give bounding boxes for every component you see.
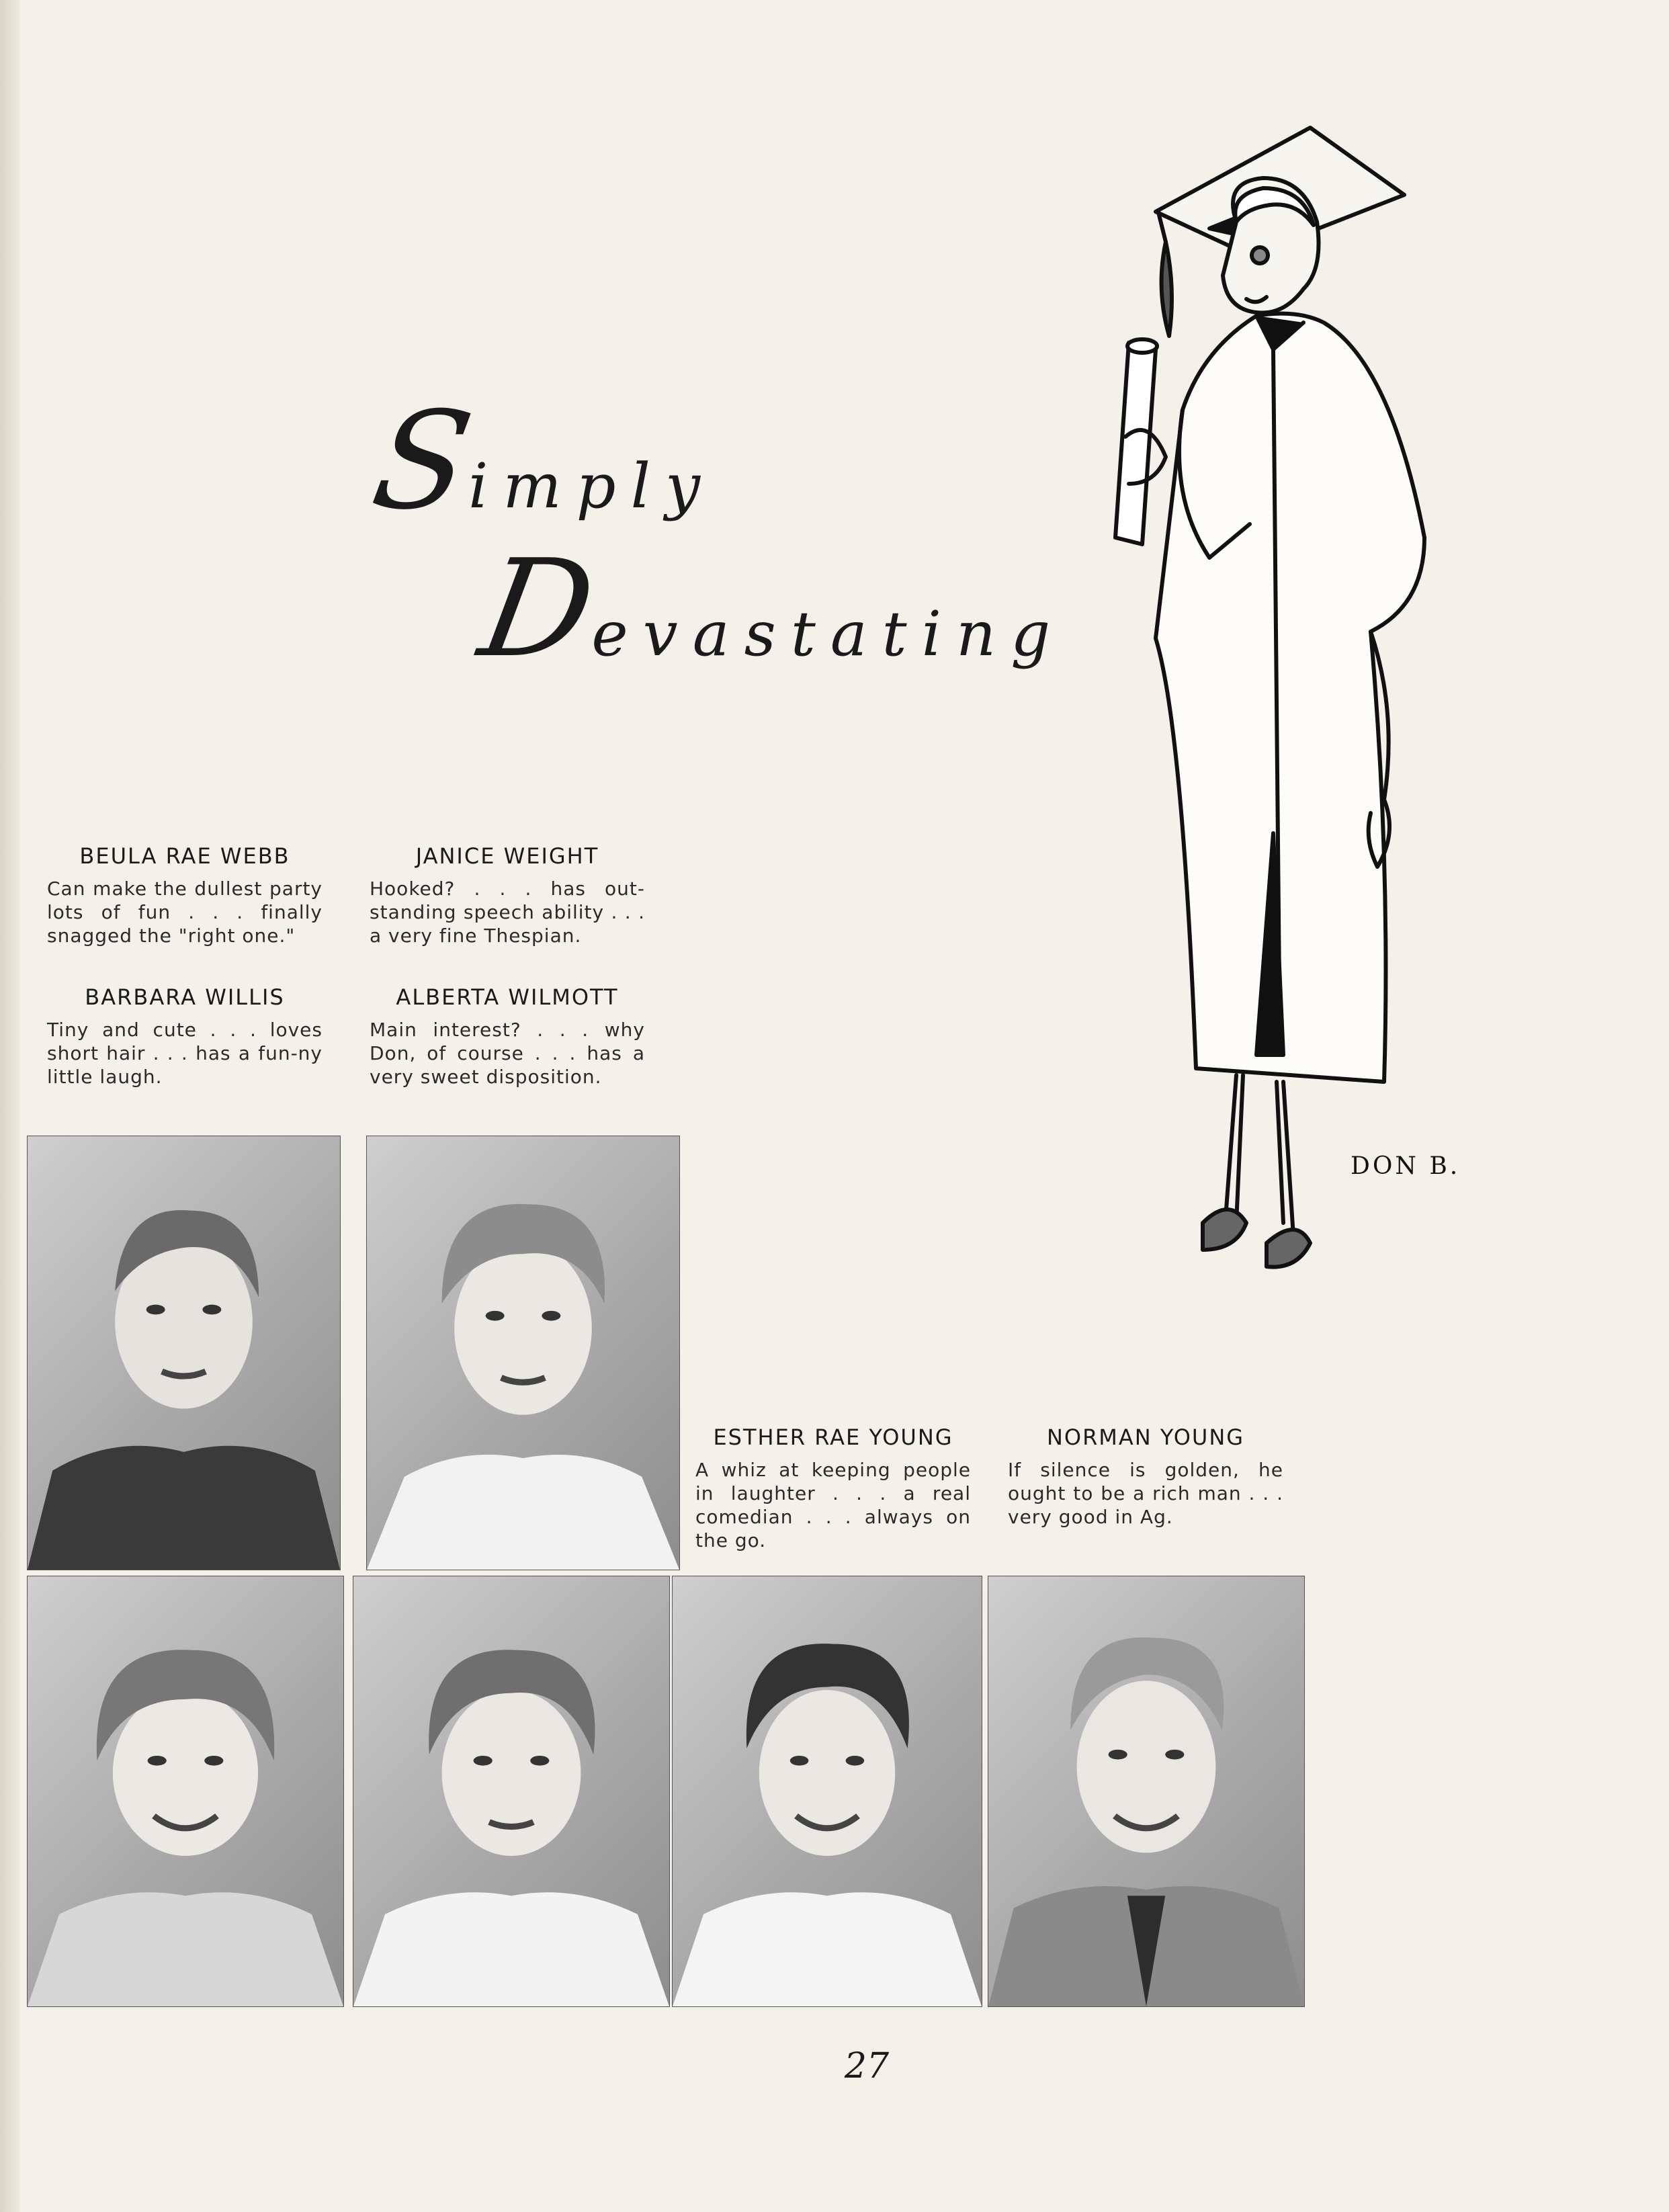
portrait-photo-alberta-wilmott <box>353 1576 670 2007</box>
student-description: Tiny and cute . . . loves short hair . . . has a fun-ny little laugh. <box>47 1019 323 1088</box>
title-simply: Simply <box>362 383 715 540</box>
student-name: ALBERTA WILMOTT <box>396 984 619 1010</box>
portrait-photo-norman-young <box>988 1576 1305 2007</box>
student-name: NORMAN YOUNG <box>1046 1424 1245 1450</box>
student-description: Can make the dullest party lots of fun . . . finally snagged the "right one." <box>47 878 323 947</box>
caption-barbara-willis <box>47 984 323 1089</box>
caption-norman-young <box>1008 1424 1283 1529</box>
student-name: BEULA RAE WEBB <box>79 843 290 869</box>
caption-janice-weight <box>370 843 645 947</box>
student-description: Hooked? . . . has out-standing speech ability . . . a very fine Thespian. <box>370 878 645 947</box>
student-name: ESTHER RAE YOUNG <box>713 1424 953 1450</box>
page-binding-edge <box>0 0 20 2212</box>
portrait-photo-beula-rae-webb <box>27 1136 341 1570</box>
caption-beula-rae-webb <box>47 843 323 947</box>
portrait-photo-janice-weight <box>366 1136 680 1570</box>
page-number: 27 <box>844 2046 890 2086</box>
portrait-photo-barbara-willis <box>27 1576 344 2007</box>
student-description: Main interest? . . . why Don, of course . . . has a very sweet disposition. <box>370 1019 645 1088</box>
graduate-cartoon-illustration <box>1102 121 1478 1277</box>
student-description: If silence is golden, he ought to be a rich man . . . very good in Ag. <box>1008 1459 1283 1528</box>
student-description: A whiz at keeping people in laughter . . . a real comedian . . . always on the go. <box>695 1459 971 1551</box>
artist-signature: DON B. <box>1351 1152 1461 1180</box>
caption-alberta-wilmott <box>370 984 645 1089</box>
student-name: JANICE WEIGHT <box>415 843 599 869</box>
portrait-photo-esther-rae-young <box>672 1576 982 2007</box>
caption-esther-rae-young <box>695 1424 971 1552</box>
student-name: BARBARA WILLIS <box>85 984 285 1010</box>
title-devastating: Devastating <box>470 531 1066 687</box>
